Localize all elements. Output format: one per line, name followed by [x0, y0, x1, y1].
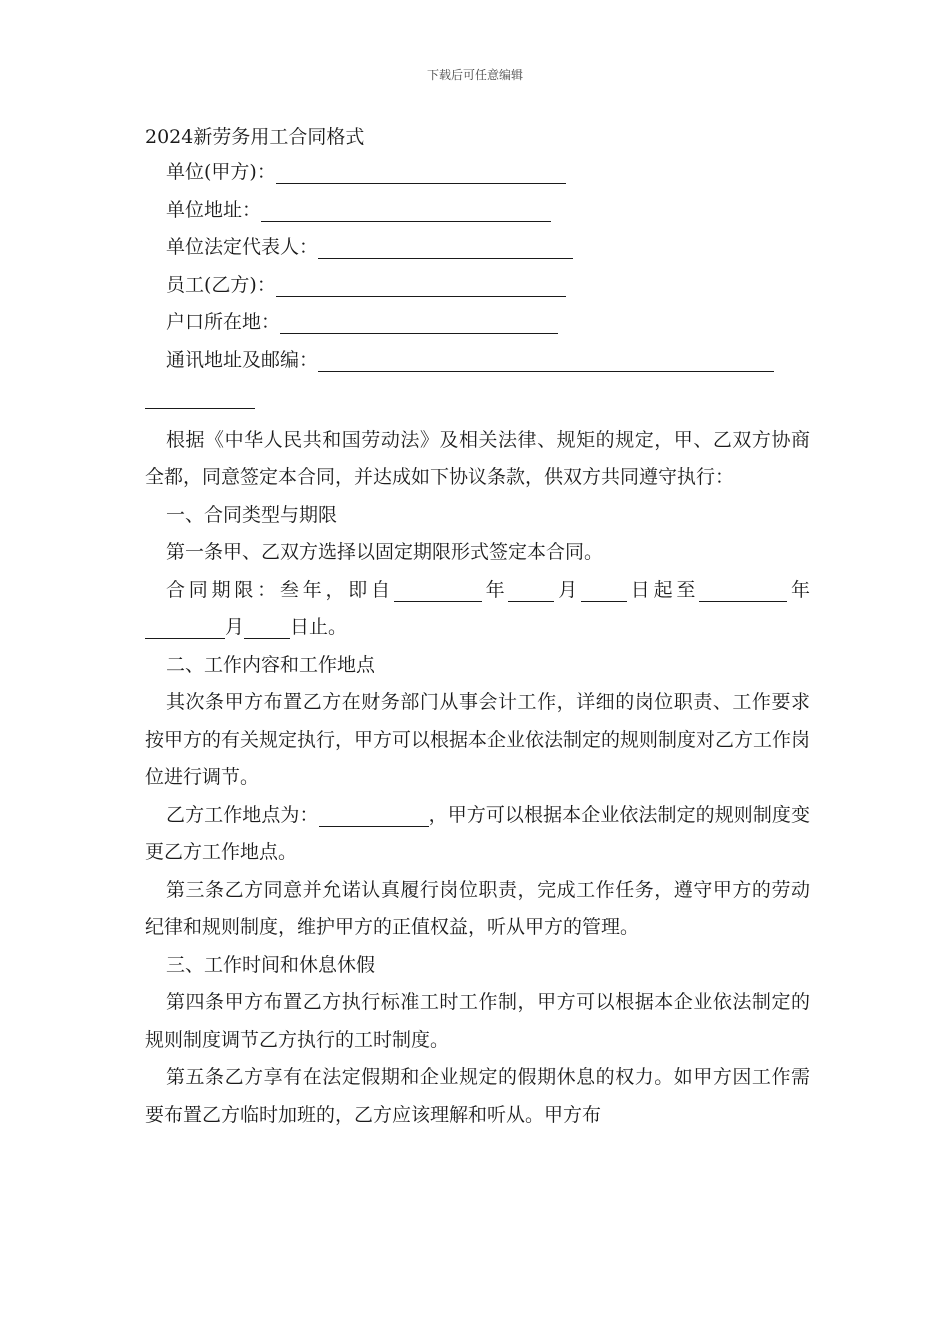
blank-line	[581, 579, 627, 602]
field-party-b	[145, 267, 810, 305]
blank-line	[394, 579, 482, 602]
location-prefix: 乙方工作地点为：	[166, 803, 319, 826]
section-heading: 二、工作内容和工作地点	[166, 653, 376, 676]
blank-line	[319, 804, 429, 827]
article-1: 第一条甲、乙双方选择以固定期限形式签定本合同。	[166, 541, 604, 563]
field-party-a	[145, 154, 810, 192]
term-month: 月	[225, 616, 245, 638]
field-mailing-continued	[145, 379, 810, 417]
blank-line	[699, 579, 787, 602]
work-location	[145, 797, 810, 872]
term-day-from: 日起至	[627, 578, 700, 601]
header-note: 下载后可任意编辑	[426, 68, 523, 82]
blank-line	[244, 616, 290, 639]
blank-line	[276, 161, 566, 184]
contract-term	[145, 572, 810, 647]
term-day-end: 日止。	[290, 616, 348, 638]
field-representative	[145, 229, 810, 267]
blank-line	[280, 311, 558, 334]
field-label: 单位(甲方)：	[166, 161, 276, 183]
blank-line	[318, 236, 573, 259]
blank-line	[145, 386, 255, 409]
blank-line	[145, 616, 225, 639]
location-suffix: ，甲方可以根据本企业依法制定的规则制度变更乙方工作地点。	[145, 803, 810, 863]
section-heading: 一、合同类型与期限	[166, 503, 338, 526]
article-4: 第四条甲方布置乙方执行标准工时工作制，甲方可以根据本企业依法制定的规则制度调节乙方执行的工时制度。	[145, 991, 810, 1051]
blank-line	[508, 579, 554, 602]
field-label: 户口所在地：	[166, 311, 281, 333]
article-5: 第五条乙方享有在法定假期和企业规定的假期休息的权力。如甲方因工作需要布置乙方临时加班的，乙方应该理解和听从。甲方布	[145, 1066, 810, 1126]
blank-line	[276, 274, 566, 297]
term-year: 年	[481, 578, 509, 601]
document-title: 2024新劳务用工合同格式	[145, 126, 365, 148]
term-prefix: 合同期限：叁年，即自	[166, 578, 394, 601]
term-month: 月	[554, 578, 582, 601]
field-mailing	[145, 342, 810, 380]
field-address	[145, 192, 810, 230]
article-3: 第三条乙方同意并允诺认真履行岗位职责，完成工作任务，遵守甲方的劳动纪律和规则制度，维护甲方的正值权益，听从甲方的管理。	[145, 878, 810, 938]
field-label: 通讯地址及邮编：	[166, 348, 319, 371]
field-label: 单位法定代表人：	[166, 236, 319, 258]
field-label: 单位地址：	[166, 198, 262, 221]
contract-body	[145, 120, 810, 1134]
intro-paragraph: 根据《中华人民共和国劳动法》及相关法律、规矩的规定，甲、乙双方协商全都，同意签定本合同，并达成如下协议条款，供双方共同遵守执行：	[145, 428, 810, 488]
section-heading: 三、工作时间和休息休假	[166, 953, 376, 976]
field-label: 员工(乙方)：	[166, 273, 276, 296]
blank-line	[318, 349, 774, 372]
article-2: 其次条甲方布置乙方在财务部门从事会计工作，详细的岗位职责、工作要求按甲方的有关规定执行，甲方可以根据本企业依法制定的规则制度对乙方工作岗位进行调节。	[145, 691, 811, 788]
field-household	[145, 304, 810, 342]
term-year: 年	[787, 578, 810, 601]
blank-line	[261, 199, 551, 222]
